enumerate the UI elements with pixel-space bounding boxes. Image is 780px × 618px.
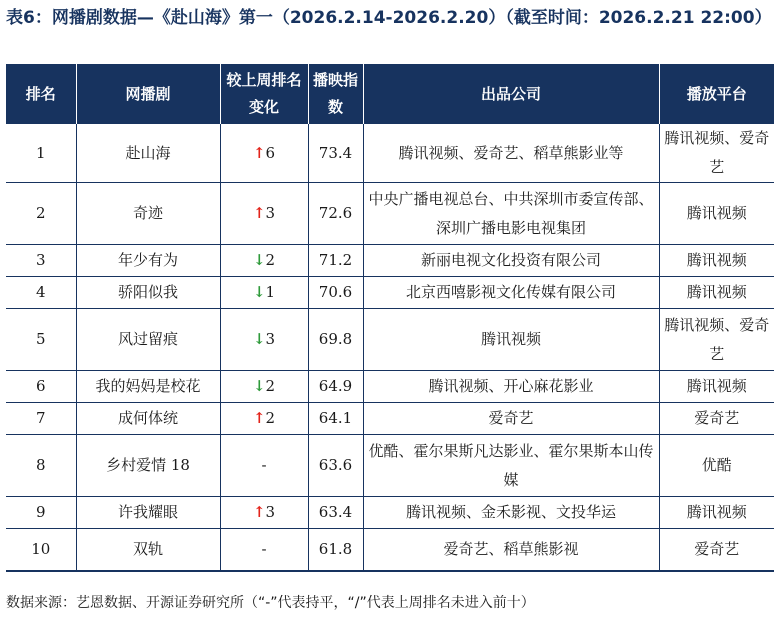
arrow-up-icon: ↑	[252, 503, 266, 521]
cell-drama: 奇迹	[76, 183, 220, 245]
rank-change-value: 2	[265, 377, 276, 395]
cell-company: 腾讯视频、开心麻花影业	[363, 371, 659, 403]
ranking-table	[6, 64, 774, 572]
cell-platform: 腾讯视频	[659, 371, 774, 403]
cell-change	[220, 124, 308, 183]
cell-index: 64.1	[308, 403, 363, 435]
table-row	[6, 403, 774, 435]
cell-company: 爱奇艺、稻草熊影视	[363, 529, 659, 571]
cell-rank: 5	[6, 309, 76, 371]
rank-change-value: 6	[265, 143, 276, 162]
cell-company: 优酷、霍尔果斯凡达影业、霍尔果斯本山传媒	[363, 435, 659, 497]
header-drama: 网播剧	[76, 64, 220, 124]
header-index: 播映指数	[308, 64, 363, 124]
table-row	[6, 309, 774, 371]
cell-index: 71.2	[308, 245, 363, 277]
arrow-up-icon: ↑	[252, 409, 266, 427]
cell-platform: 腾讯视频、爱奇艺	[659, 124, 774, 183]
rank-change-value: 3	[265, 503, 276, 521]
cell-drama: 我的妈妈是校花	[76, 371, 220, 403]
cell-company: 腾讯视频、爱奇艺、稻草熊影业等	[363, 124, 659, 183]
cell-platform: 腾讯视频	[659, 497, 774, 529]
cell-platform: 腾讯视频	[659, 245, 774, 277]
cell-change	[220, 371, 308, 403]
arrow-up-icon: ↑	[252, 204, 266, 222]
rank-change-value: 2	[265, 251, 276, 269]
cell-change	[220, 529, 308, 571]
rank-change-value: 3	[265, 204, 276, 222]
table-row	[6, 183, 774, 245]
table-row	[6, 277, 774, 309]
cell-drama: 许我耀眼	[76, 497, 220, 529]
table-body	[6, 124, 774, 571]
cell-company: 爱奇艺	[363, 403, 659, 435]
cell-drama: 成何体统	[76, 403, 220, 435]
cell-change	[220, 183, 308, 245]
cell-rank: 1	[6, 124, 76, 183]
cell-drama: 风过留痕	[76, 309, 220, 371]
table-row	[6, 371, 774, 403]
table-title: 表6：网播剧数据—《赴山海》第一（2026.2.14-2026.2.20）（截至时间：2026.2.21 22:00）	[6, 8, 772, 28]
cell-change	[220, 309, 308, 371]
cell-change	[220, 245, 308, 277]
cell-drama: 年少有为	[76, 245, 220, 277]
header-change: 较上周排名变化	[220, 64, 308, 124]
rank-change-value: 2	[265, 409, 276, 427]
rank-change-value: -	[261, 456, 267, 474]
table-row	[6, 497, 774, 529]
cell-company: 腾讯视频、金禾影视、文投华运	[363, 497, 659, 529]
cell-change	[220, 403, 308, 435]
cell-index: 63.6	[308, 435, 363, 497]
cell-change	[220, 497, 308, 529]
cell-rank: 10	[6, 529, 76, 571]
cell-change	[220, 435, 308, 497]
arrow-down-icon: ↓	[252, 330, 266, 348]
cell-rank: 9	[6, 497, 76, 529]
cell-rank: 2	[6, 183, 76, 245]
cell-drama: 赴山海	[76, 124, 220, 183]
rank-change-value: 1	[265, 283, 276, 301]
rank-change-value: 3	[265, 330, 276, 348]
cell-rank: 7	[6, 403, 76, 435]
header-platform: 播放平台	[659, 64, 774, 124]
table-row	[6, 435, 774, 497]
arrow-down-icon: ↓	[252, 377, 266, 395]
table-row	[6, 245, 774, 277]
rank-change-value: -	[261, 539, 267, 558]
cell-drama: 乡村爱情 18	[76, 435, 220, 497]
cell-index: 63.4	[308, 497, 363, 529]
arrow-down-icon: ↓	[252, 283, 266, 301]
arrow-up-icon: ↑	[252, 143, 266, 162]
cell-index: 70.6	[308, 277, 363, 309]
cell-index: 73.4	[308, 124, 363, 183]
cell-platform: 爱奇艺	[659, 403, 774, 435]
source-note: 数据来源：艺恩数据、开源证券研究所（“-”代表持平，“/”代表上周排名未进入前十）	[6, 595, 535, 611]
cell-rank: 4	[6, 277, 76, 309]
cell-rank: 6	[6, 371, 76, 403]
cell-index: 64.9	[308, 371, 363, 403]
cell-company: 腾讯视频	[363, 309, 659, 371]
cell-rank: 8	[6, 435, 76, 497]
cell-drama: 双轨	[76, 529, 220, 571]
cell-company: 中央广播电视总台、中共深圳市委宣传部、深圳广播电影电视集团	[363, 183, 659, 245]
cell-index: 61.8	[308, 529, 363, 571]
table-row	[6, 124, 774, 183]
cell-platform: 腾讯视频	[659, 183, 774, 245]
cell-drama: 骄阳似我	[76, 277, 220, 309]
cell-platform: 爱奇艺	[659, 529, 774, 571]
cell-index: 69.8	[308, 309, 363, 371]
cell-company: 新丽电视文化投资有限公司	[363, 245, 659, 277]
header-rank: 排名	[6, 64, 76, 124]
table-header-row	[6, 64, 774, 124]
cell-rank: 3	[6, 245, 76, 277]
cell-company: 北京西嘻影视文化传媒有限公司	[363, 277, 659, 309]
cell-index: 72.6	[308, 183, 363, 245]
table-row	[6, 529, 774, 571]
ranking-table-container	[6, 64, 774, 572]
header-company: 出品公司	[363, 64, 659, 124]
cell-platform: 腾讯视频、爱奇艺	[659, 309, 774, 371]
arrow-down-icon: ↓	[252, 251, 266, 269]
cell-platform: 腾讯视频	[659, 277, 774, 309]
cell-change	[220, 277, 308, 309]
cell-platform: 优酷	[659, 435, 774, 497]
